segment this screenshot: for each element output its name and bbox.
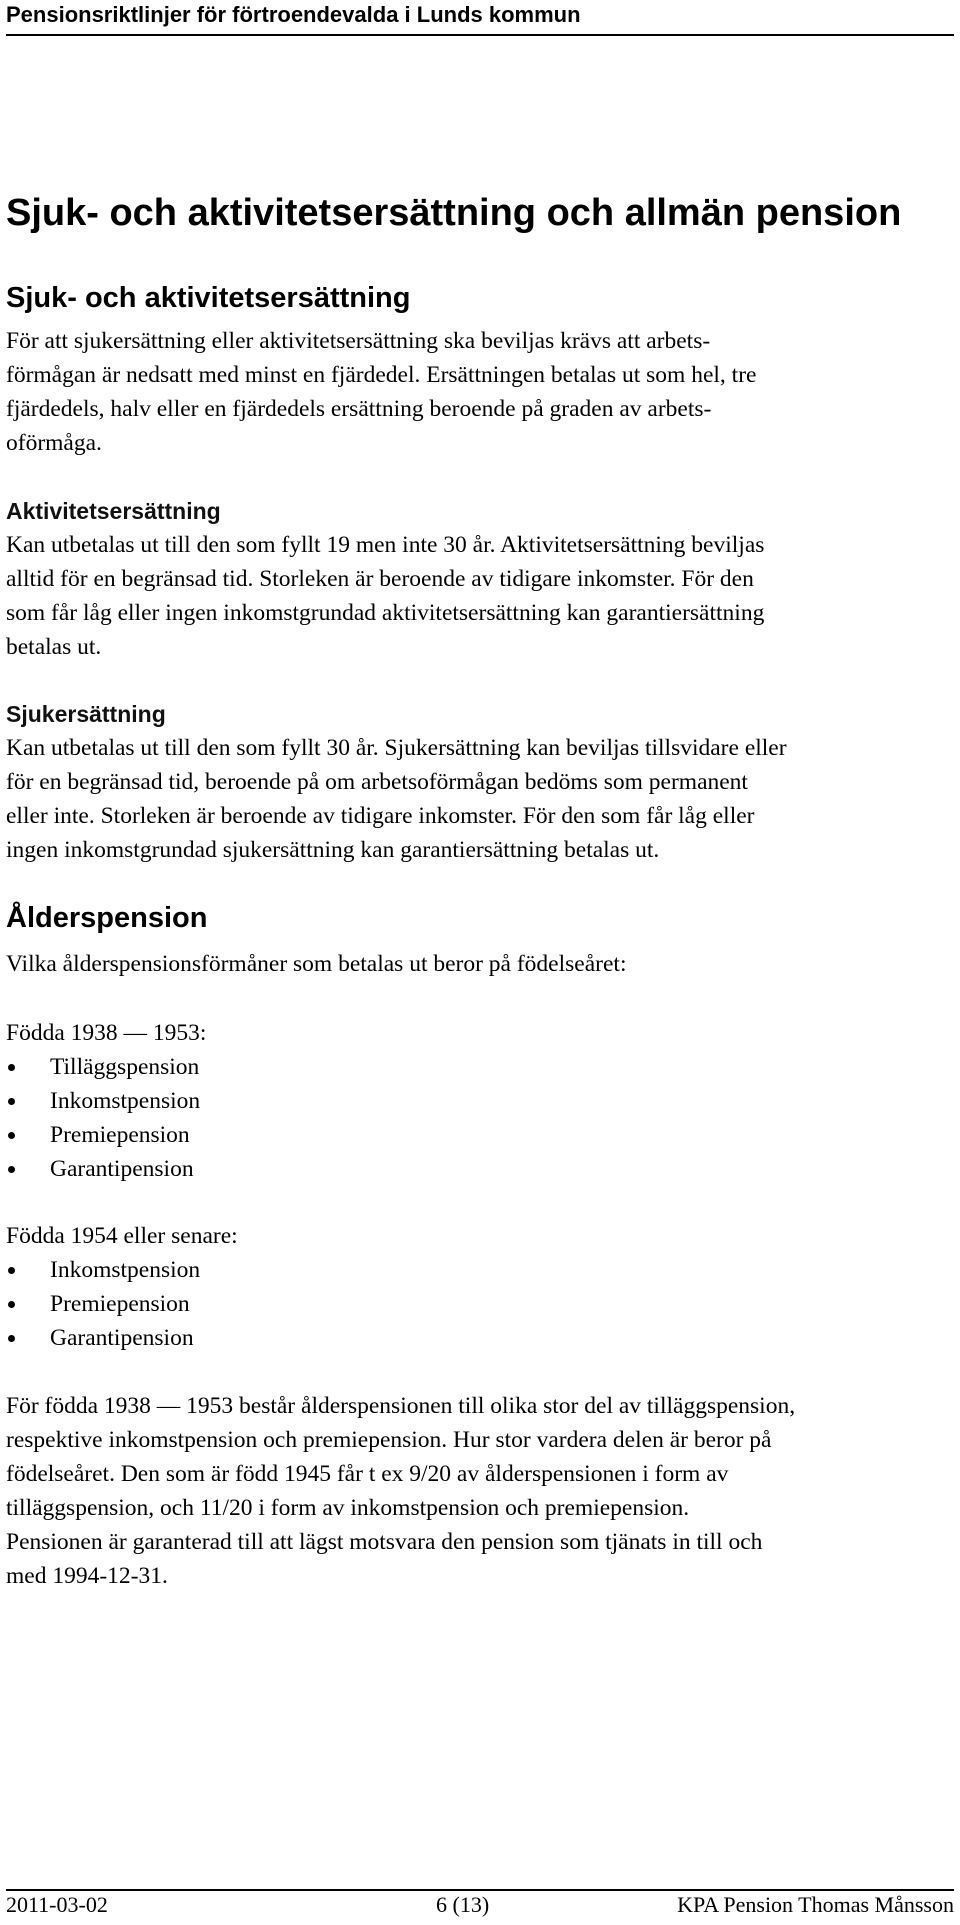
footer-author: KPA Pension Thomas Månsson [677, 1892, 954, 1917]
footer-page-number: 6 (13) [436, 1892, 490, 1917]
paragraph-line: Födda 1938 — 1953: [6, 1020, 207, 1046]
paragraph-line: betalas ut. [6, 634, 102, 660]
paragraph-line: som får låg eller ingen inkomstgrundad aktivitetsersättning kan garantiersättning [6, 600, 765, 626]
list-item-label: Premiepension [50, 1291, 190, 1317]
list-item-label: Garantipension [50, 1156, 194, 1182]
bullet-icon [8, 1098, 15, 1105]
group1-label [6, 1016, 956, 1050]
alderspension-paragraph [6, 1389, 956, 1593]
page-title: Sjuk- och aktivitetsersättning och allmän pension [6, 192, 902, 234]
paragraph-line: Kan utbetalas ut till den som fyllt 19 men inte 30 år. Aktivitetsersättning beviljas [6, 532, 765, 558]
paragraph-line: för en begränsad tid, beroende på om arbetsoförmågan bedöms som permanent [6, 769, 748, 795]
list-item-label: Inkomstpension [50, 1257, 201, 1283]
paragraph-line: födelseåret. Den som är född 1945 får t ex 9/20 av ålderspensionen i form av [6, 1461, 729, 1487]
list-item-label: Tilläggspension [50, 1054, 200, 1080]
alderspension-intro [6, 947, 956, 981]
paragraph-line: med 1994-12-31. [6, 1563, 168, 1589]
paragraph-line: För att sjukersättning eller aktivitetsersättning ska beviljas krävs att arbets- [6, 328, 711, 354]
paragraph-line: alltid för en begränsad tid. Storleken är beroende av tidigare inkomster. För den [6, 566, 754, 592]
group2-list [6, 1253, 200, 1355]
group2-label [6, 1219, 956, 1253]
bullet-icon [8, 1132, 15, 1139]
section-heading-sjuk-aktivitet: Sjuk- och aktivitetsersättning [6, 282, 411, 314]
list-item [6, 1050, 200, 1084]
running-header: Pensionsriktlinjer för förtroendevalda i Lunds kommun [6, 2, 581, 27]
list-item [6, 1253, 200, 1287]
subheading-sjukersattning: Sjukersättning [6, 701, 166, 727]
paragraph-line: Kan utbetalas ut till den som fyllt 30 år. Sjukersättning kan beviljas tillsvidare eller [6, 735, 787, 761]
list-item-label: Premiepension [50, 1122, 190, 1148]
paragraph-line: ingen inkomstgrundad sjukersättning kan garantiersättning betalas ut. [6, 837, 660, 863]
paragraph-line: eller inte. Storleken är beroende av tidigare inkomster. För den som får låg eller [6, 803, 755, 829]
list-item [6, 1321, 200, 1355]
paragraph-line: fjärdedels, halv eller en fjärdedels ersättning beroende på graden av arbets- [6, 396, 712, 422]
paragraph-line: tilläggspension, och 11/20 i form av inkomstpension och premiepension. [6, 1495, 690, 1521]
paragraph-line: Pensionen är garanterad till att lägst motsvara den pension som tjänats in till och [6, 1529, 763, 1555]
bullet-icon [8, 1166, 15, 1173]
paragraph-line: Vilka ålderspensionsförmåner som betalas ut beror på födelseåret: [6, 951, 627, 977]
bullet-icon [8, 1267, 15, 1274]
list-item [6, 1084, 200, 1118]
section-intro-paragraph [6, 324, 956, 460]
paragraph-line: oförmåga. [6, 430, 102, 456]
list-item [6, 1152, 200, 1186]
subheading-aktivitetsersattning: Aktivitetsersättning [6, 498, 221, 524]
sjukersattning-paragraph [6, 731, 956, 867]
paragraph-line: För födda 1938 — 1953 består ålderspensionen till olika stor del av tilläggspension, [6, 1393, 796, 1419]
list-item-label: Inkomstpension [50, 1088, 201, 1114]
aktivitetsersattning-paragraph [6, 528, 956, 664]
paragraph-line: Födda 1954 eller senare: [6, 1223, 238, 1249]
group1-list [6, 1050, 200, 1186]
bullet-icon [8, 1335, 15, 1342]
bullet-icon [8, 1064, 15, 1071]
list-item-label: Garantipension [50, 1325, 194, 1351]
paragraph-line: förmågan är nedsatt med minst en fjärdedel. Ersättningen betalas ut som hel, tre [6, 362, 757, 388]
list-item [6, 1118, 200, 1152]
footer-date: 2011-03-02 [6, 1892, 108, 1917]
bullet-icon [8, 1301, 15, 1308]
section-heading-alderspension: Ålderspension [6, 902, 208, 934]
header-rule [6, 34, 954, 36]
list-item [6, 1287, 200, 1321]
paragraph-line: respektive inkomstpension och premiepension. Hur stor vardera delen är beror på [6, 1427, 772, 1453]
